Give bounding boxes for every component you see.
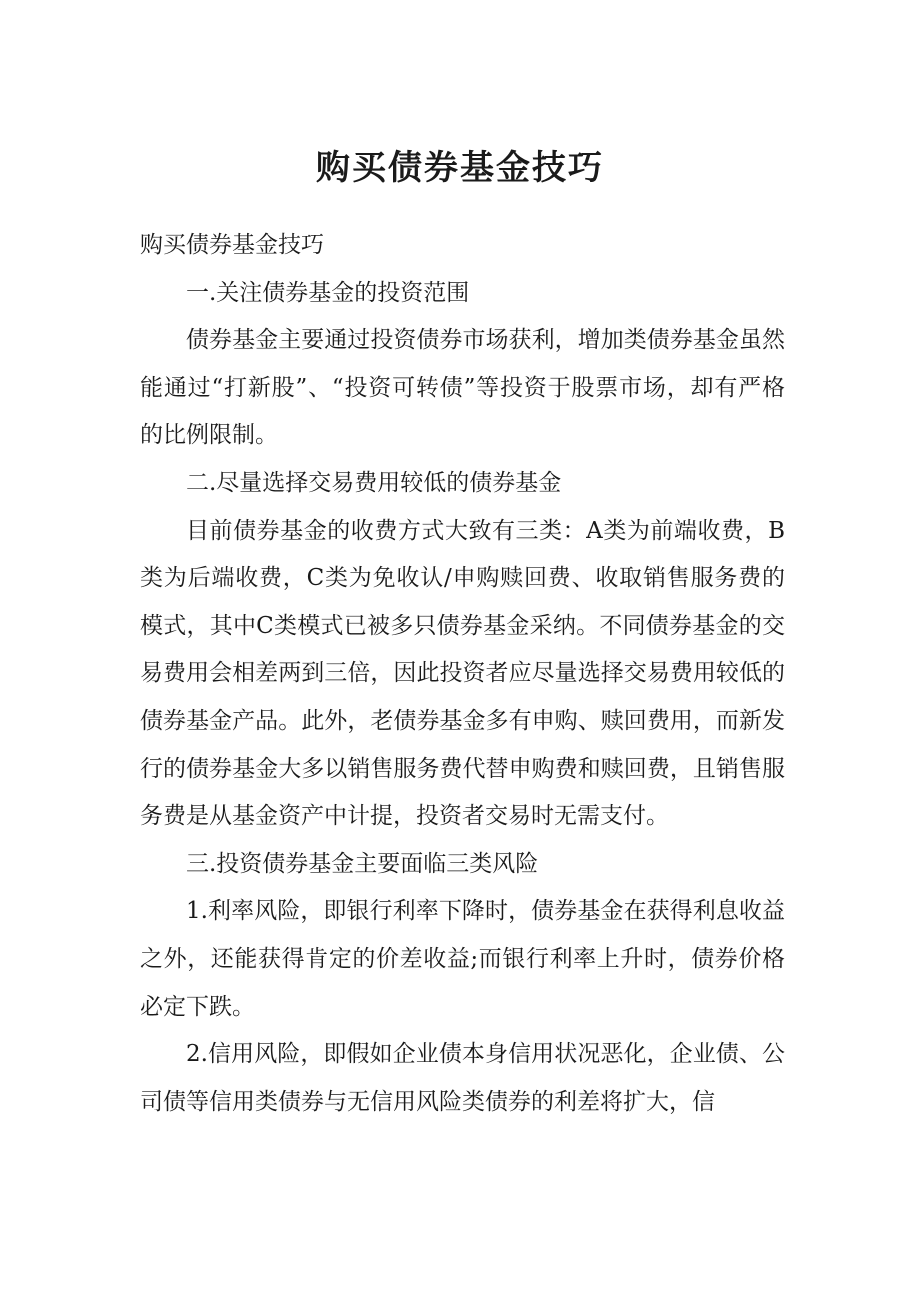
section-heading: 二.尽量选择交易费用较低的债券基金 bbox=[186, 469, 562, 496]
body-paragraph: 购买债券基金技巧 bbox=[140, 232, 324, 258]
document-title: 购买债券基金技巧 bbox=[316, 148, 604, 188]
document-body bbox=[140, 222, 785, 1126]
body-paragraph: 债券基金主要通过投资债券市场获利，增加类债券基金虽然能通过“打新股”、“投资可转债”等投资于股票市场，却有严格的比例限制。 bbox=[140, 327, 785, 449]
section-heading: 一.关注债券基金的投资范围 bbox=[186, 279, 470, 306]
body-paragraph: 目前债券基金的收费方式大致有三类：A类为前端收费，B类为后端收费，C类为免收认/申购赎回费、收取销售服务费的模式，其中C类模式已被多只债券基金采纳。不同债券基金的交易费用会相差两到三倍，因此投资者应尽量选择交易费用较低的债券基金产品。此外，老债券基金多有申购、赎回费用，而新发行的债券基金大多以销售服务费代替申购费和赎回费，且销售服务费是从基金资产中计提，投资者交易时无需支付。 bbox=[140, 517, 785, 830]
section-heading: 三.投资债券基金主要面临三类风险 bbox=[186, 850, 539, 877]
body-paragraph: 2.信用风险，即假如企业债本身信用状况恶化，企业债、公司债等信用类债券与无信用风险类债券的利差将扩大，信 bbox=[140, 1041, 785, 1115]
body-paragraph: 1.利率风险，即银行利率下降时，债券基金在获得利息收益之外，还能获得肯定的价差收益;而银行利率上升时，债券价格必定下跌。 bbox=[140, 898, 785, 1020]
